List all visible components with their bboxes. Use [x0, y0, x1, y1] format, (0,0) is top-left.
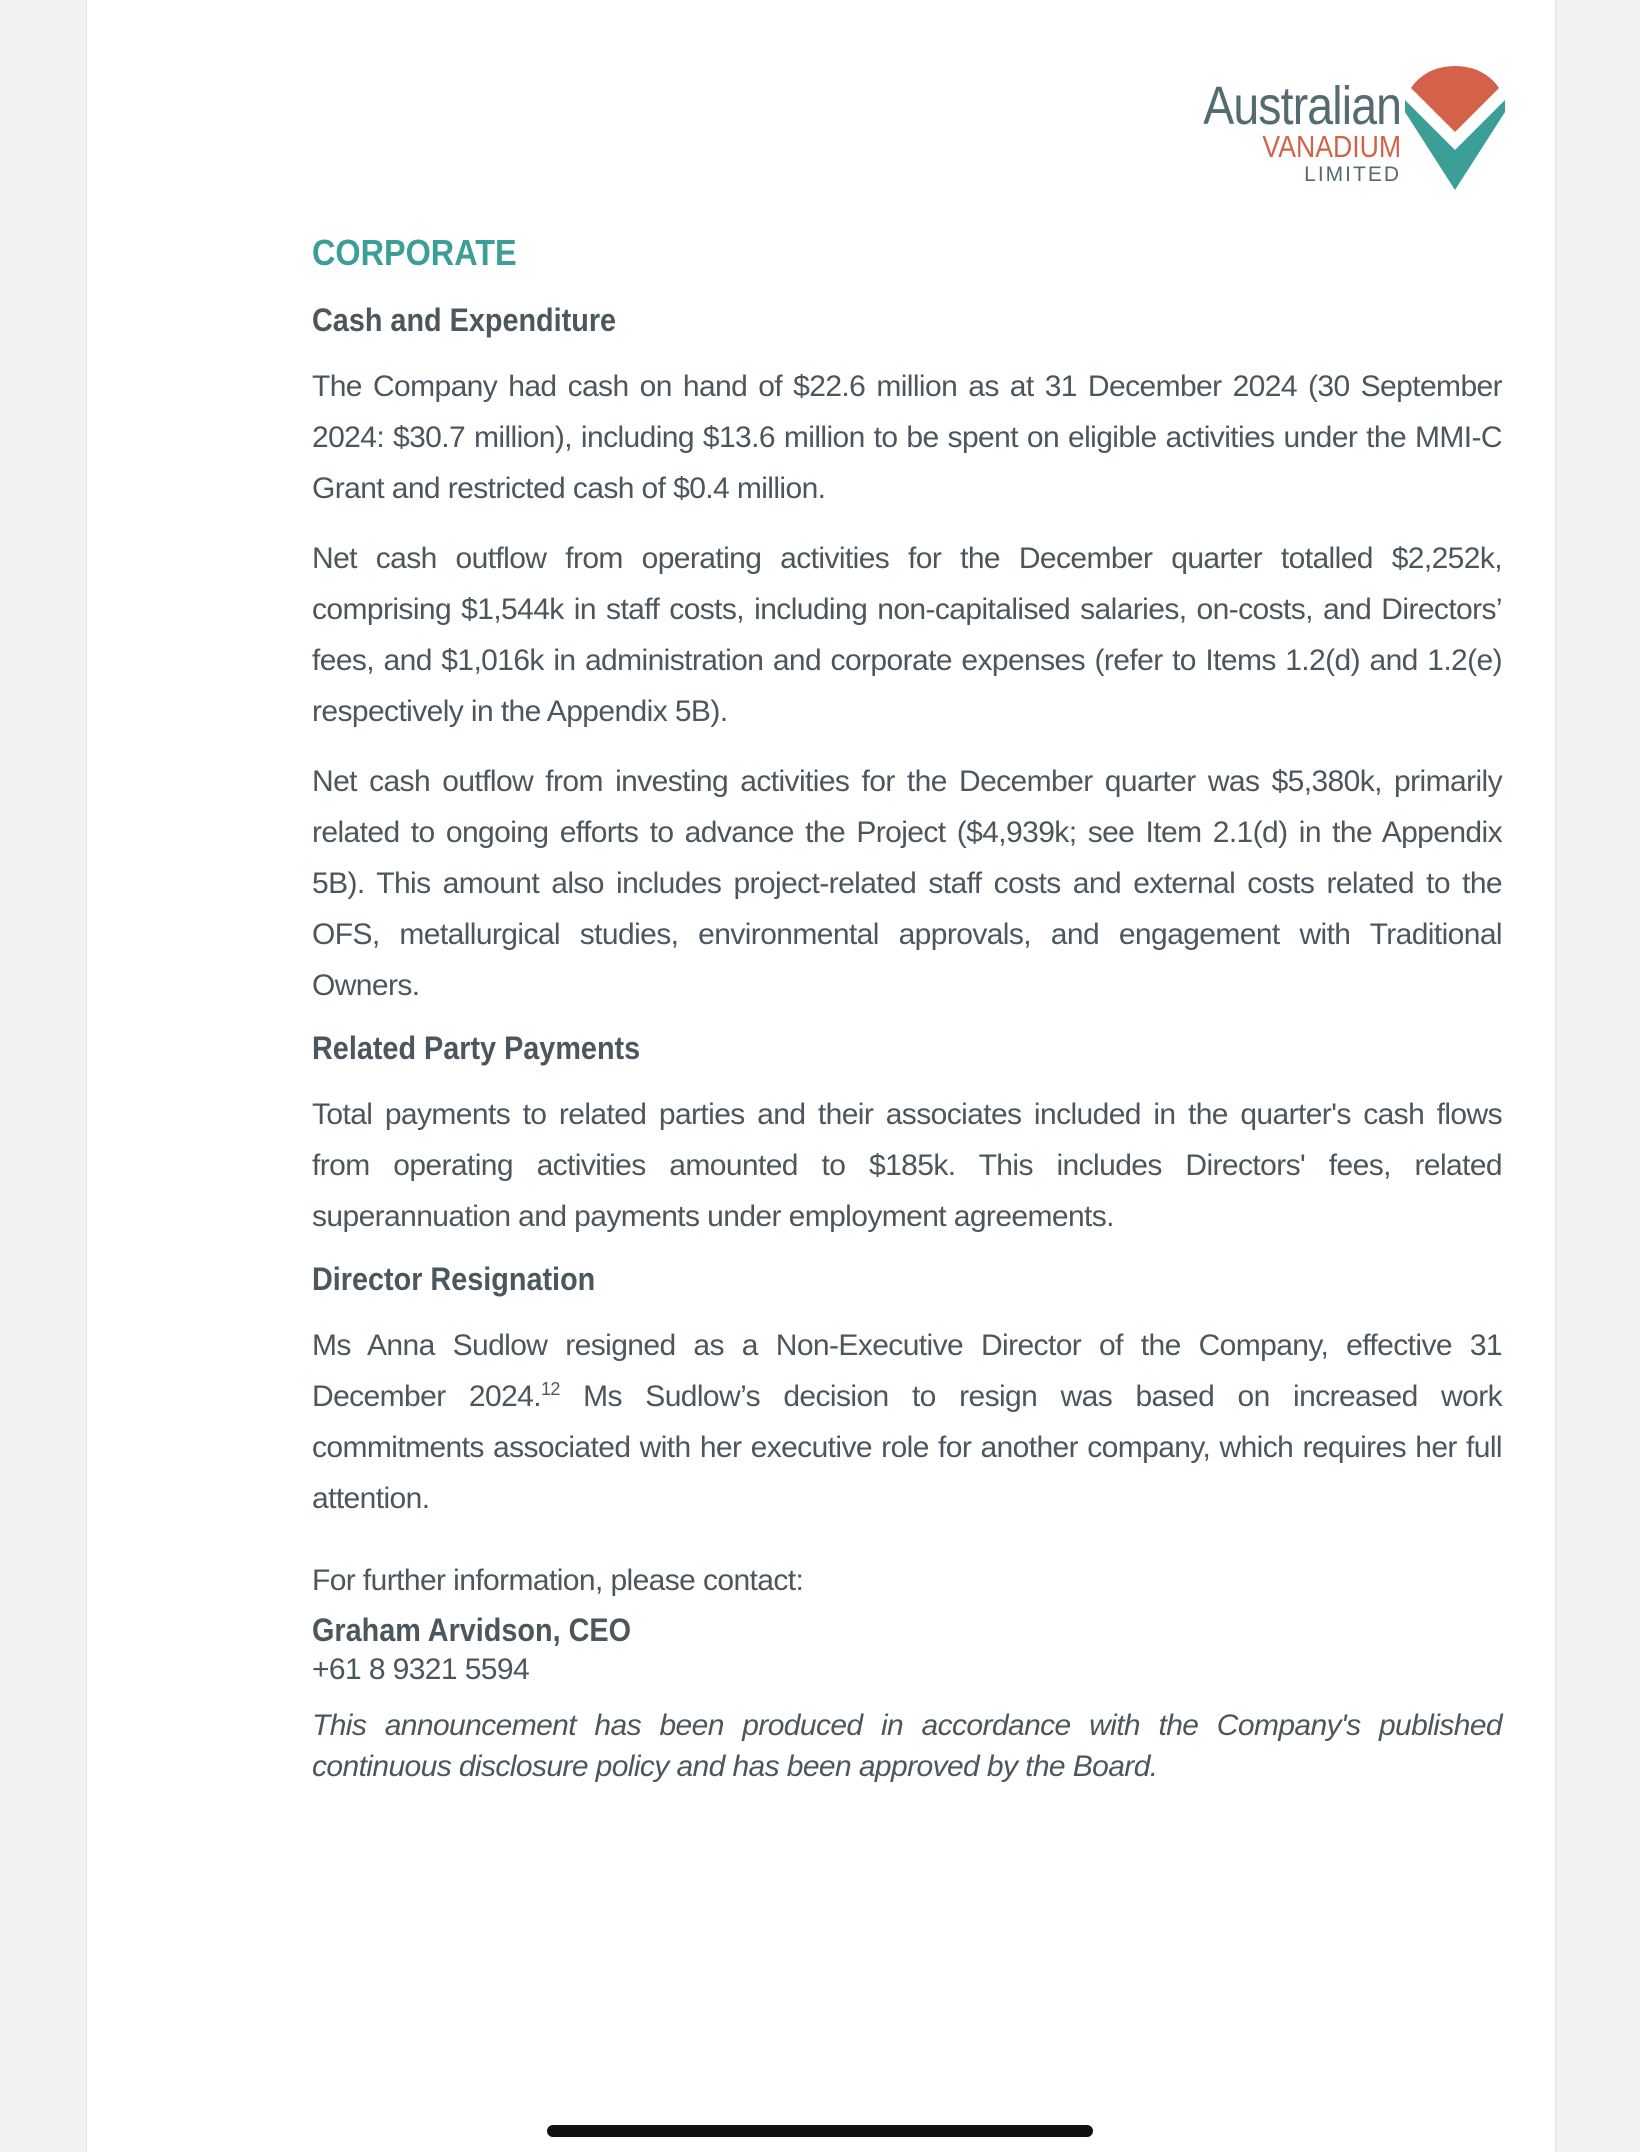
heading-cash-expenditure: Cash and Expenditure — [312, 302, 617, 338]
paragraph-related-party: Total payments to related parties and their associates included in the quarter's cash flows from operating activities amounted to $185k. This includes Directors' fees, related superannuation and payments under employment agreements. — [312, 1098, 1502, 1233]
footnote-reference: 12 — [541, 1379, 560, 1399]
paragraph-cash-on-hand: The Company had cash on hand of $22.6 million as at 31 December 2024 (30 September 2024: $30.7 million), including $13.6 million to be spent on eligible activities under the MMI-C Grant and restricted cash of $0.4 million. — [312, 370, 1502, 505]
logo-line-limited: LIMITED — [1304, 163, 1401, 186]
resignation-text-end: Ms Sudlow’s decision to resign was based on increased work commitments associated with her executive role for another company, which requires her full attention. — [312, 1380, 1502, 1515]
logo-line-vanadium: VANADIUM — [1262, 129, 1401, 164]
logo-chevron-icon — [1405, 66, 1505, 192]
resignation-text-start: Ms Anna Sudlow resigned as a Non-Executive Director of the Company, effective 31 December 2024. — [312, 1329, 1502, 1413]
logo-wordmark — [1171, 76, 1401, 188]
disclosure-statement: This announcement has been produced in accordance with the Company's published continuous disclosure policy and has been approved by the Board. — [312, 1709, 1502, 1783]
contact-name: Graham Arvidson, CEO — [312, 1612, 632, 1648]
paragraph-investing-outflow: Net cash outflow from investing activities for the December quarter was $5,380k, primarily related to ongoing efforts to advance the Project ($4,939k; see Item 2.1(d) in the Appendix 5B). This amount also includes project-related staff costs and external costs related to the OFS, metallurgical studies, environmental approvals, and engagement with Traditional Owners. — [312, 765, 1502, 1002]
contact-intro: For further information, please contact: — [312, 1564, 804, 1597]
company-logo — [1205, 62, 1505, 198]
heading-director-resignation: Director Resignation — [312, 1261, 596, 1297]
heading-related-party: Related Party Payments — [312, 1030, 641, 1066]
logo-line-australian: Australian — [1203, 76, 1401, 136]
document-page — [86, 0, 1556, 2152]
contact-phone: +61 8 9321 5594 — [312, 1653, 530, 1686]
section-title-corporate: CORPORATE — [312, 232, 517, 273]
home-indicator[interactable] — [547, 2125, 1093, 2137]
paragraph-director-resignation — [312, 1320, 1502, 1524]
document-body — [312, 232, 1502, 1787]
paragraph-operating-outflow: Net cash outflow from operating activities for the December quarter totalled $2,252k, comprising $1,544k in staff costs, including non-capitalised salaries, on-costs, and Directors’ fees, and $1,016k in administration and corporate expenses (refer to Items 1.2(d) and 1.2(e) respectively in the Appendix 5B). — [312, 542, 1502, 728]
